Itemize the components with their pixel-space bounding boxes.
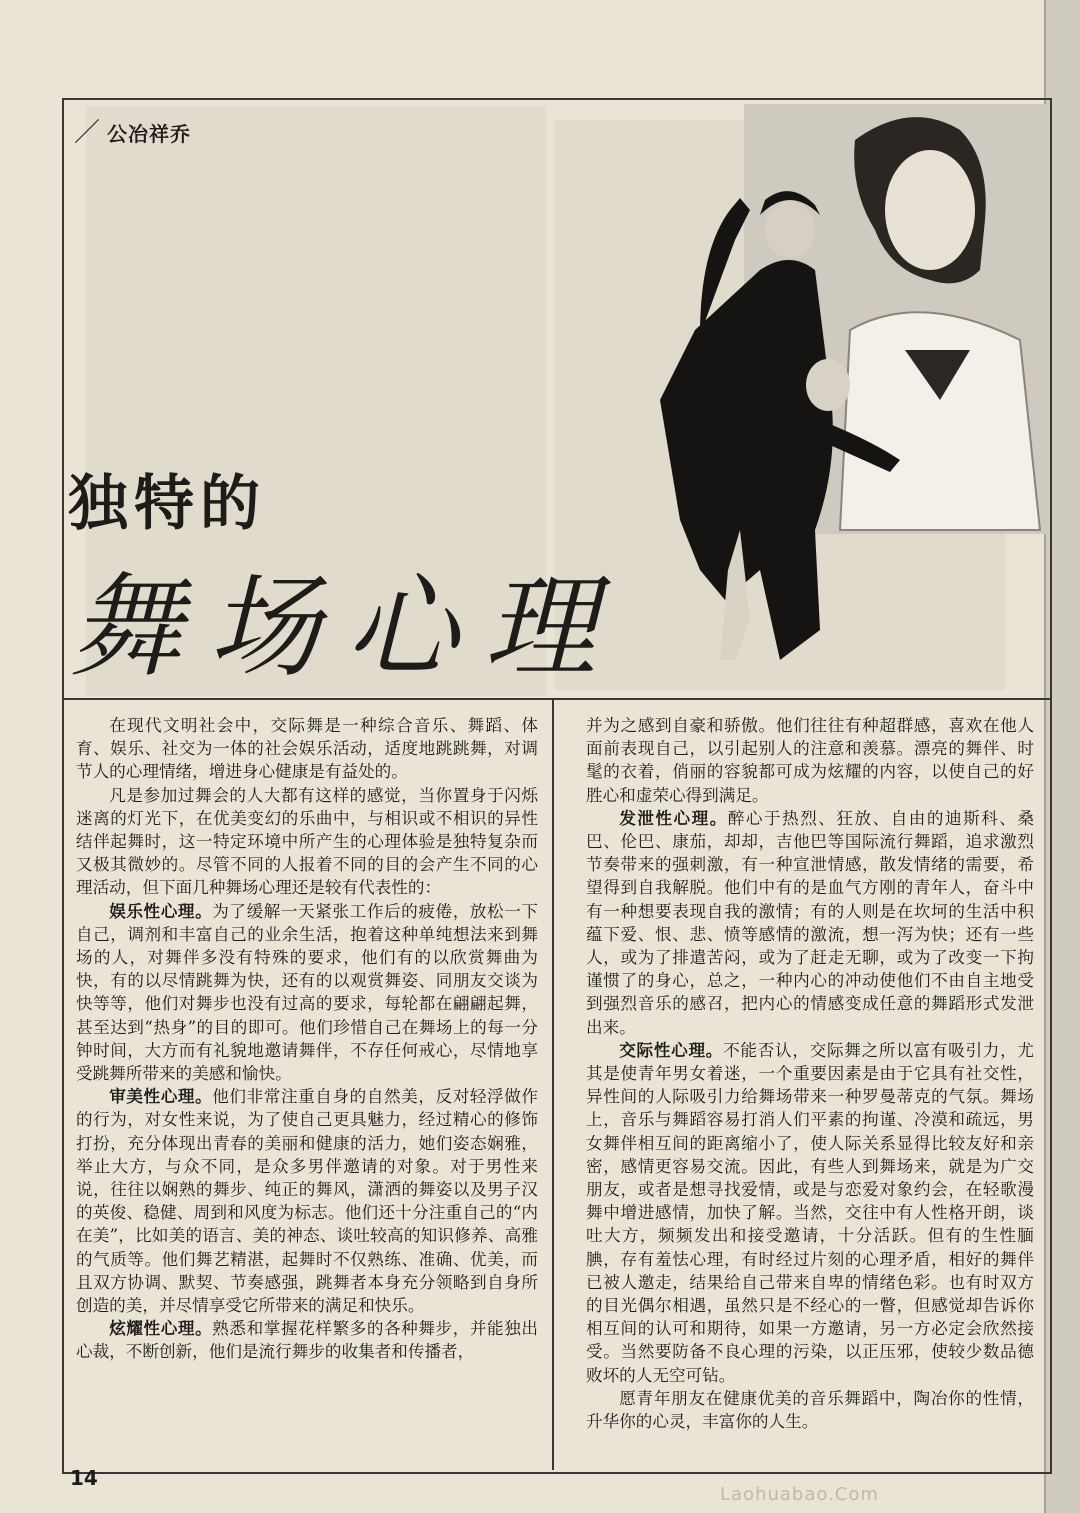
horizontal-divider — [62, 698, 1050, 700]
paragraph-social — [586, 1039, 1034, 1387]
woman-jacket — [840, 312, 1040, 530]
heading-showoff: 炫耀性心理。 — [109, 1318, 213, 1339]
paragraph-aesthetic — [76, 1085, 538, 1317]
left-column — [76, 714, 538, 1364]
watermark: Laohuabao.Com — [720, 1484, 879, 1505]
heading-entertainment: 娱乐性心理。 — [109, 900, 213, 921]
heading-aesthetic: 审美性心理。 — [109, 1086, 213, 1107]
paragraph-showoff-cont: 并为之感到自豪和骄傲。他们往往有种超群感，喜欢在他人面前表现自己，以引起别人的注意和羡慕。漂亮的舞伴、时髦的衣着，俏丽的容貌都可成为炫耀的内容，以使自己的好胜心和虚荣心得到满足。 — [586, 716, 1034, 805]
column-divider — [552, 700, 554, 1470]
dancers-photo — [640, 100, 1050, 670]
text-social: 不能否认，交际舞之所以富有吸引力，尤其是使青年男女着迷，一个重要因素是由于它具有社交性，异性间的人际吸引力给舞场带来一种罗曼蒂克的气氛。舞场上，音乐与舞蹈容易打消人们平素的拘谨、冷漠和疏远，男女舞伴相互间的距离缩小了，使人际关系显得比较友好和亲密，感情更容易交流。因此，有些人到舞场来，就是为广交朋友，或者是想寻找爱情，或是与恋爱对象约会，在轻歌漫舞中增进感情，加快了解。当然，交往中有人性格开朗，谈吐大方，频频发出和接受邀请，十分活跃。但有的生性腼腆，存有羞怯心理，有时经过片刻的心理矛盾，相好的舞伴已被人邀走，结果给自己带来自卑的情绪色彩。也有时双方的目光偶尔相遇，虽然只是不经心的一瞥，但感觉却告诉你相互间的认可和期待，如果一方邀请，另一方必定会欣然接受。当然要防备不良心理的污染，以正压邪，使较少数品德败坏的人无空可钻。 — [586, 1040, 1035, 1385]
partner-face — [806, 359, 850, 411]
paragraph-venting — [586, 807, 1034, 1039]
paragraph-intro: 在现代文明社会中，交际舞是一种综合音乐、舞蹈、体育、娱乐、社交为一体的社会娱乐活动，适度地跳跳舞，对调节人的心理情绪，增进身心健康是有益处的。 — [76, 716, 538, 782]
author-name: 公冶祥乔 — [107, 122, 192, 146]
paragraph-showoff — [76, 1317, 538, 1363]
text-showoff: 熟悉和掌握花样繁多的各种舞步，并能独出心裁，不断创新，他们是流行舞步的收集者和传播者， — [76, 1319, 539, 1362]
heading-venting: 发泄性心理。 — [619, 807, 728, 828]
paragraph-feelings: 凡是参加过舞会的人大都有这样的感觉，当你置身于闪烁迷离的灯光下，在优美变幻的乐曲中，与相识或不相识的异性结伴起舞时，这一特定环境中所产生的心理体验是独特复杂而又极其微妙的。尽管不同的人报着不同的目的会产生不同的心理活动，但下面几种舞场心理还是较有代表性的： — [76, 785, 538, 898]
byline: ／ 公冶祥乔 — [74, 118, 192, 148]
title-line-2: 舞场心理 — [70, 563, 622, 693]
page-number: 14 — [70, 1466, 98, 1490]
title-line-1: 独特的 — [68, 469, 266, 539]
man-face — [765, 202, 815, 258]
heading-social: 交际性心理。 — [619, 1039, 724, 1060]
paragraph-closing: 愿青年朋友在健康优美的音乐舞蹈中，陶冶你的性情，升华你的心灵，丰富你的人生。 — [586, 1388, 1034, 1432]
woman-face — [885, 150, 975, 270]
right-column — [586, 714, 1034, 1433]
text-aesthetic: 他们非常注重自身的自然美，反对轻浮做作的行为，对女性来说，为了使自己更具魅力，经过精心的修饰打扮，充分体现出青春的美丽和健康的活力，她们姿态娴雅，举止大方，与众不同，是众多男伴邀请的对象。对于男性来说，往往以娴熟的舞步、纯正的舞风，潇洒的舞姿以及男子汉的英俊、稳健、周到和风度为标志。他们还十分注重自己的“内在美”，比如美的语言、美的神态、谈吐较高的知识修养、高雅的气质等。他们舞艺精湛，起舞时不仅熟练、准确、优美，而且双方协调、默契、节奏感强，跳舞者本身充分领略到自身所创造的美，并尽情享受它所带来的满足和快乐。 — [76, 1087, 539, 1316]
text-venting: 醉心于热烈、狂放、自由的迪斯科、桑巴、伦巴、康茄，却却，吉他巴等国际流行舞蹈，追求激烈节奏带来的强刺激，有一种宣泄情感，散发情绪的需要，希望得到自我解脱。他们中有的是血气方刚的青年人，奋斗中有一种想要表现自我的激情；有的人则是在坎坷的生活中积蕴下爱、恨、悲、愤等感情的激流，想一泻为快；还有一些人，或为了排遣苦闷，或为了赶走无聊，或为了改变一下拘谨惯了的身心，总之，一种内心的冲动使他们不由自主地受到强烈音乐的感召，把内心的情感变成任意的舞蹈形式发泄出来。 — [586, 808, 1035, 1037]
paragraph-entertainment — [76, 900, 538, 1086]
text-entertainment: 为了缓解一天紧张工作后的疲倦，放松一下自己，调剂和丰富自己的业余生活，抱着这种单纯想法来到舞场的人，对舞伴多没有特殊的要求，他们有的以欣赏舞曲为快，有的以尽情跳舞为快，还有的以观赏舞姿、同朋友交谈为快等等，他们对舞步也没有过高的要求，每轮都在翩翩起舞，甚至达到“热身”的目的即可。他们珍惜自己在舞场上的每一分钟时间，大方而有礼貌地邀请舞伴，不存任何戒心，尽情地享受跳舞所带来的美感和愉快。 — [76, 901, 539, 1084]
